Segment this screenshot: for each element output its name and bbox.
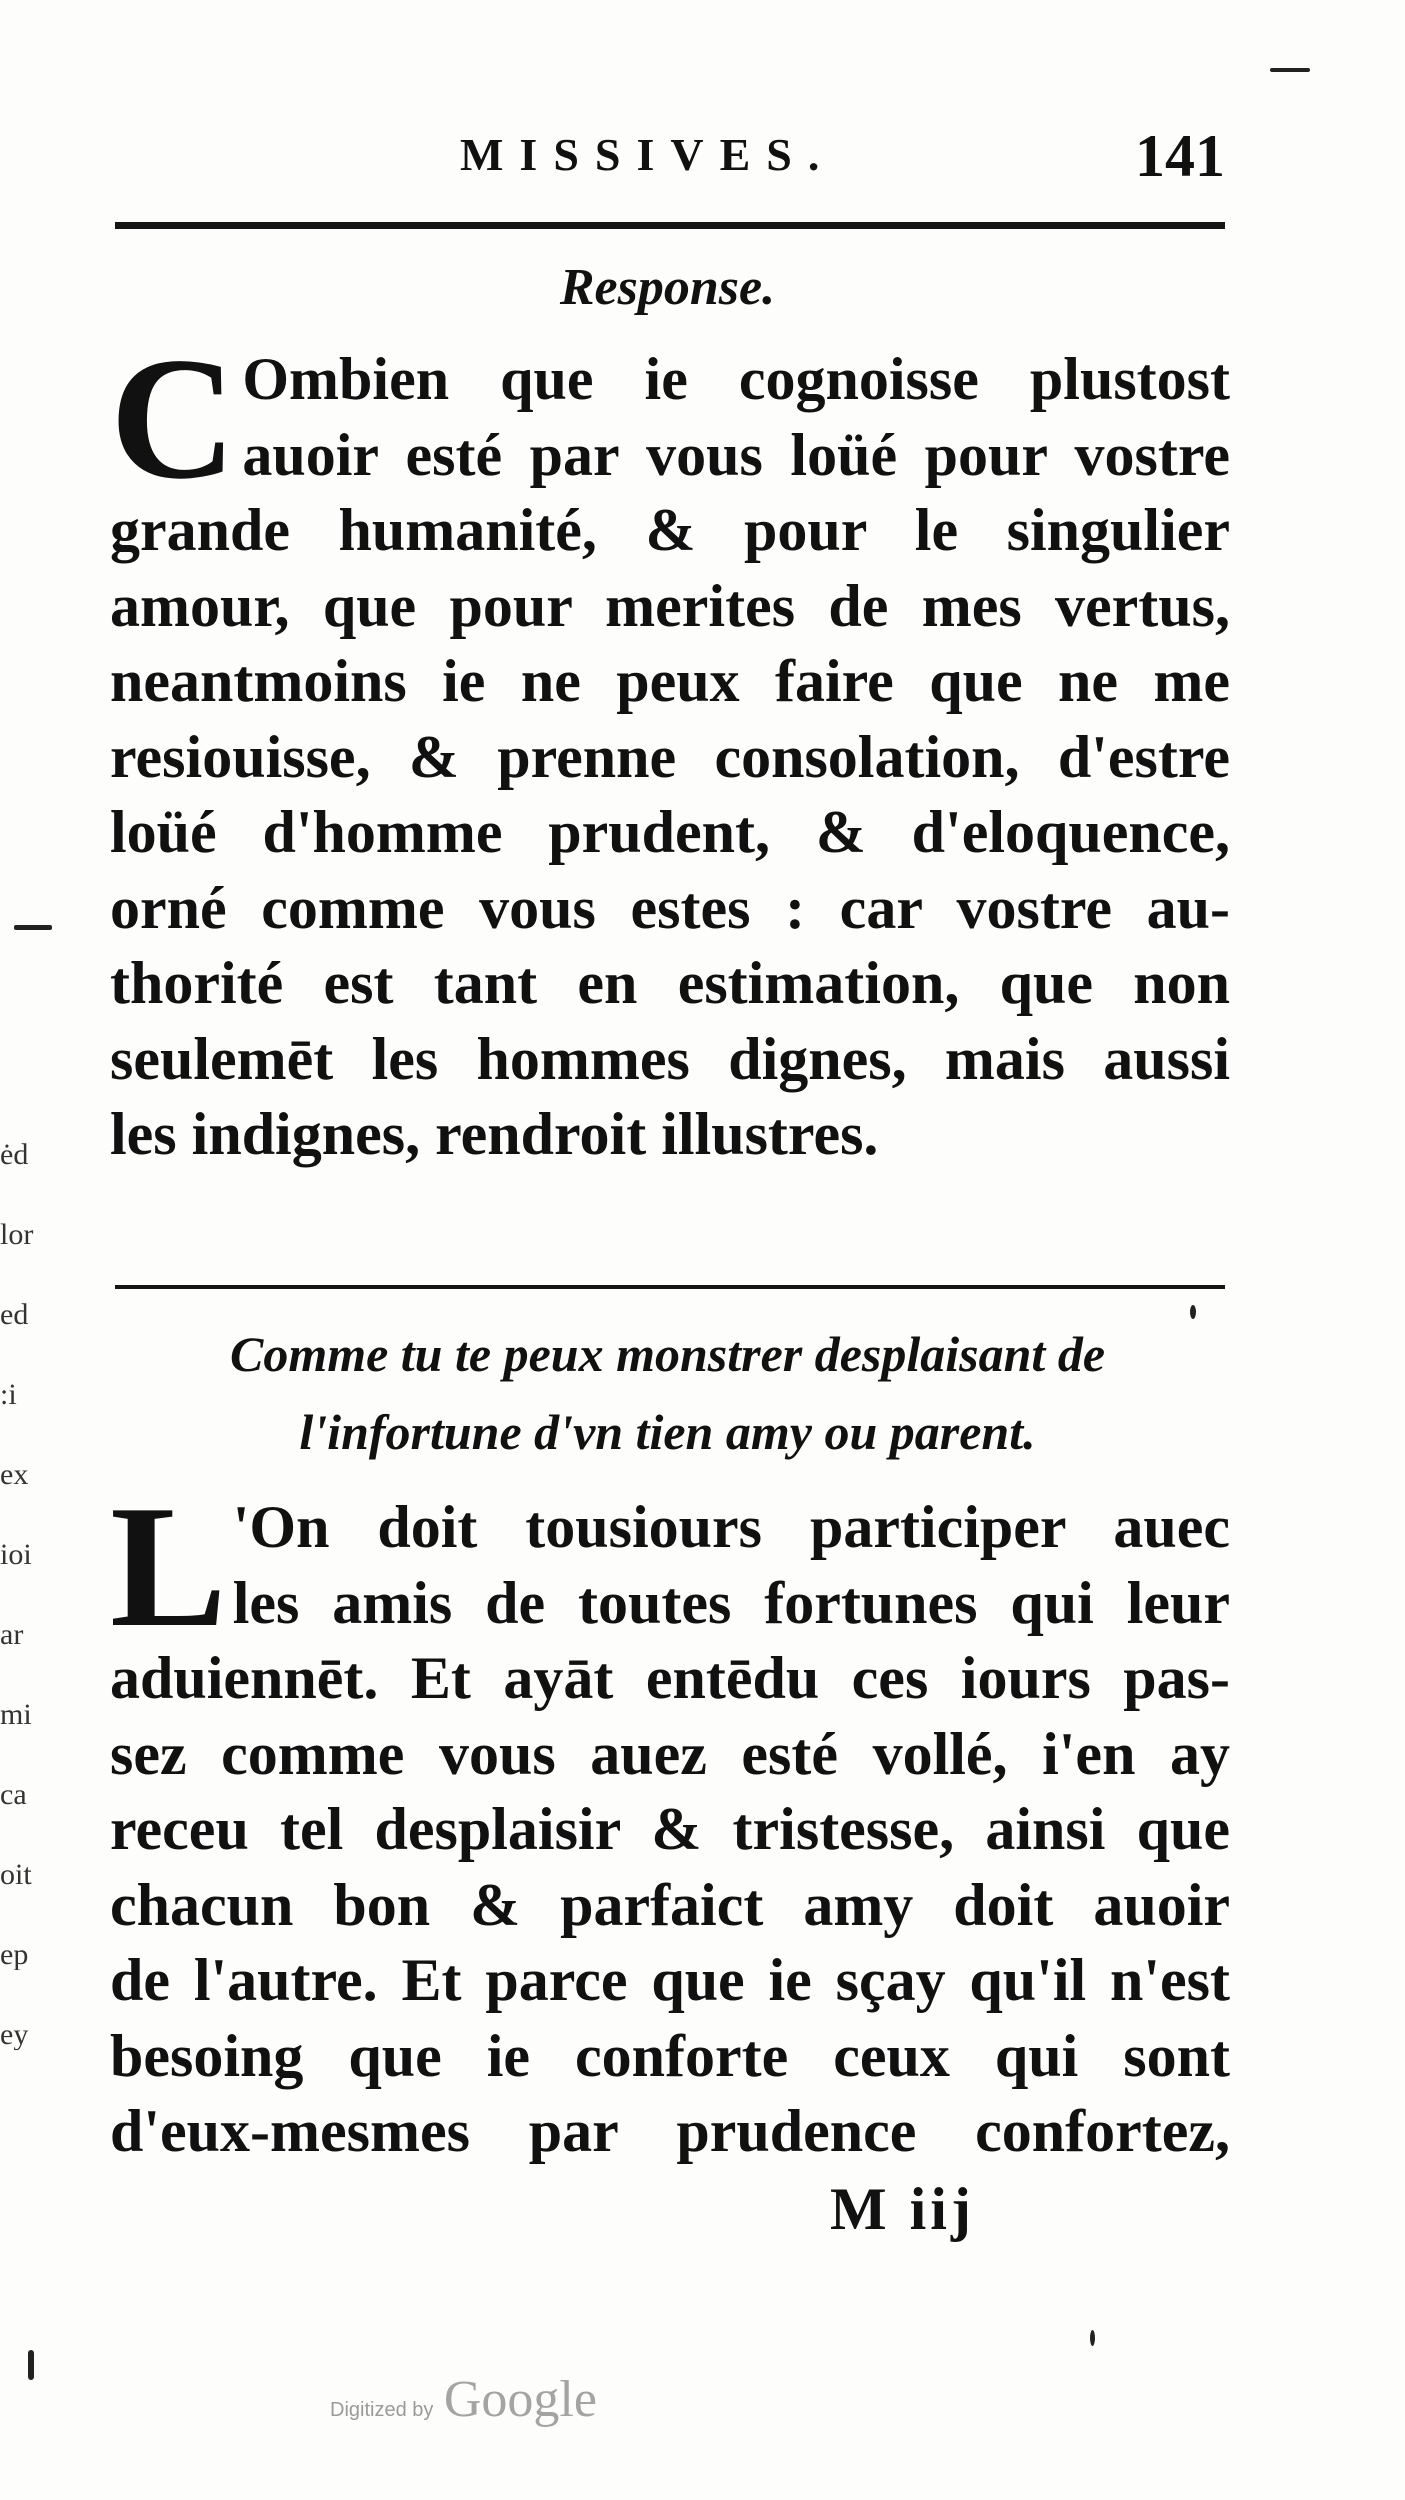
- text-line: seulemēt les hommes dignes, mais aussi: [110, 1025, 1230, 1092]
- running-head: [110, 123, 1225, 198]
- google-logo: Google: [443, 2371, 597, 2428]
- text-line: auoir esté par vous loüé pour vostre: [242, 421, 1230, 488]
- page-number: 141: [1135, 123, 1225, 189]
- facing-page-bleed: ioi: [0, 1540, 32, 1570]
- facing-page-bleed: ed: [0, 1300, 29, 1330]
- letter-2-body: [110, 1469, 1230, 2170]
- letter-1-body: [110, 321, 1230, 1173]
- text-line: amour, que pour merites de mes vertus,: [110, 572, 1230, 639]
- facing-page-bleed: oit: [0, 1860, 32, 1890]
- text-line: resiouisse, & prenne consolation, d'estre: [110, 723, 1230, 790]
- text-line: Ombien que ie cognoisse plustost: [242, 346, 1230, 412]
- drop-cap-l: L: [110, 1469, 227, 1663]
- signature-mark: M iij: [830, 2176, 975, 2242]
- drop-cap-c: C: [110, 321, 237, 515]
- facing-page-bleed: ca: [0, 1780, 27, 1810]
- facing-page-bleed: ėd: [0, 1140, 29, 1170]
- text-line: besoing que ie conforte ceux qui sont: [110, 2022, 1230, 2089]
- text-line: grande humanité, & pour le singulier: [110, 497, 1230, 563]
- section-rule: [115, 1285, 1225, 1289]
- ink-speck: [1090, 2330, 1095, 2346]
- ink-speck: [28, 2350, 34, 2380]
- text-line: chacun bon & parfaict amy doit auoir: [110, 1871, 1230, 1938]
- letter-2-heading: [110, 1315, 1225, 1471]
- text-line: sez comme vous auez esté vollé, i'en ay: [110, 1720, 1230, 1787]
- facing-page-bleed: lor: [0, 1220, 34, 1250]
- text-line: de l'autre. Et parce que ie sçay qu'il n'est: [110, 1947, 1230, 2013]
- text-line: orné comme vous estes : car vostre au-: [110, 874, 1230, 941]
- text-line: les amis de toutes fortunes qui leur: [232, 1569, 1230, 1636]
- letter-2-heading-line-1: Comme tu te peux monstrer desplaisant de: [229, 1326, 1106, 1382]
- facing-page-bleed: ep: [0, 1940, 29, 1970]
- facing-page-bleed: ar: [0, 1620, 24, 1650]
- header-rule: [115, 222, 1225, 229]
- facing-page-bleed: :i: [0, 1380, 17, 1410]
- letter-1-heading: Response.: [559, 259, 776, 316]
- ink-speck: [1190, 1305, 1196, 1319]
- facing-page-bleed: mi: [0, 1700, 32, 1730]
- text-line: 'On doit tousiours participer auec: [232, 1494, 1230, 1560]
- ink-speck: [1270, 68, 1310, 72]
- watermark-prefix: Digitized by: [330, 2399, 434, 2421]
- facing-page-bleed: ex: [0, 1460, 29, 1490]
- running-title: MISSIVES.: [460, 129, 836, 180]
- digitization-watermark: [330, 2370, 597, 2429]
- text-line: d'eux-mesmes par prudence confortez,: [110, 2098, 1230, 2164]
- facing-page-bleed: ey: [0, 2020, 29, 2050]
- text-line: neantmoins ie ne peux faire que ne me: [110, 648, 1230, 714]
- letter-2-heading-line-2: l'infortune d'vn tien amy ou parent.: [299, 1404, 1036, 1460]
- text-line: receu tel desplaisir & tristesse, ainsi que: [110, 1796, 1230, 1862]
- text-line: les indignes, rendroit illustres.: [110, 1101, 879, 1167]
- text-line: aduiennēt. Et ayāt entēdu ces iours pas-: [110, 1645, 1230, 1711]
- text-line: thorité est tant en estimation, que non: [110, 950, 1230, 1016]
- text-line: loüé d'homme prudent, & d'eloquence,: [110, 799, 1230, 865]
- ink-speck: [14, 925, 52, 930]
